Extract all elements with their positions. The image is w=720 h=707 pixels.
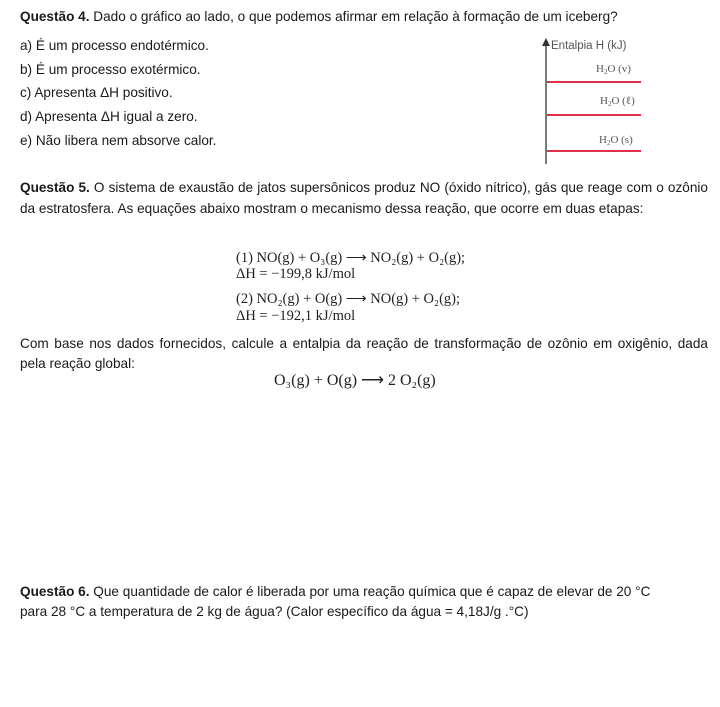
level-vapor-line bbox=[547, 81, 641, 83]
q6-text-line2: para 28 °C a temperatura de 2 kg de água? (Calor específico da água = 4,18J/g .°C) bbox=[20, 604, 529, 619]
equation-2-enthalpy: ΔH = −192,1 kJ/mol bbox=[236, 308, 356, 324]
q5-label: Questão 5. bbox=[20, 180, 90, 195]
graph-axis-label: Entalpia H (kJ) bbox=[551, 40, 627, 52]
q5-text: O sistema de exaustão de jatos supersônicos produz NO (óxido nítrico), gás que reage com o ozônio da estratosfera. As equações abaixo mostram o mecanismo dessa reação, que ocorre em duas etapas: bbox=[20, 180, 708, 216]
q4-text: Dado o gráfico ao lado, o que podemos afirmar em relação à formação de um iceberg? bbox=[89, 9, 618, 24]
q5-statement bbox=[20, 177, 708, 219]
q4-option-c: c) Apresenta ΔH positivo. bbox=[20, 85, 173, 100]
q4-label: Questão 4. bbox=[20, 9, 90, 24]
level-liquid-label: $H_2O$ (ℓ) bbox=[600, 95, 635, 108]
q6-statement bbox=[20, 583, 650, 601]
q4-option-e: e) Não libera nem absorve calor. bbox=[20, 133, 217, 148]
q4-statement bbox=[20, 8, 618, 26]
q6-text-line1: Que quantidade de calor é liberada por uma reação química que é capaz de elevar de 20 °C bbox=[89, 584, 651, 599]
level-solid-line bbox=[547, 150, 641, 152]
level-vapor-label: $H_2O$ (v) bbox=[596, 63, 631, 76]
global-equation: O₃(g) + O(g) ⟶ 2 O₂(g) bbox=[274, 372, 436, 389]
q6-label: Questão 6. bbox=[20, 584, 90, 599]
level-liquid-line bbox=[547, 114, 641, 116]
equation-1: (1) NO(g) + O₃(g) ⟶ NO₂(g) + O₂(g); bbox=[236, 250, 466, 266]
equation-1-enthalpy: ΔH = −199,8 kJ/mol bbox=[236, 266, 356, 282]
enthalpy-axis bbox=[540, 38, 552, 164]
q4-option-b: b) É um processo exotérmico. bbox=[20, 62, 201, 77]
equation-2: (2) NO₂(g) + O(g) ⟶ NO(g) + O₂(g); bbox=[236, 291, 461, 307]
level-solid-label: $H_2O$ (s) bbox=[599, 134, 633, 147]
q4-option-a: a) É um processo endotérmico. bbox=[20, 38, 209, 53]
q4-option-d: d) Apresenta ΔH igual a zero. bbox=[20, 109, 198, 124]
q5-prompt: Com base nos dados fornecidos, calcule a entalpia da reação de transformação de ozônio em oxigênio, dada pela reação global: bbox=[20, 336, 708, 371]
